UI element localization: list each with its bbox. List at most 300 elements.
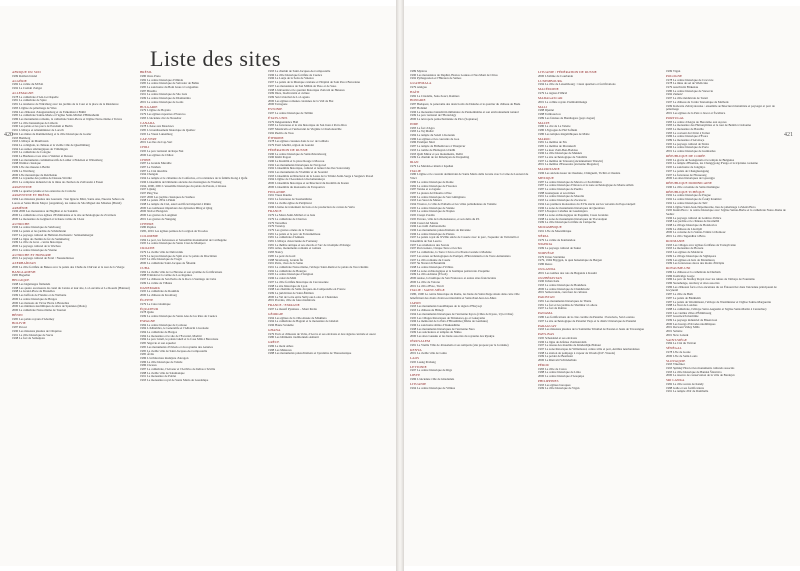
site-entry: 1995 Le Vieux Lunenburg — [140, 131, 173, 136]
site-entry: 1997 Le palais de Changdeokgung — [666, 168, 709, 173]
site-entry: 1998 Le site historique de Lyon — [268, 283, 308, 288]
country-heading: PHILIPPINES — [538, 379, 559, 384]
site-entry: 1980 Les bâtiments traditionnels Ashanti — [268, 335, 319, 340]
site-entry: 1990 Itchan Kala — [538, 279, 560, 284]
site-entry: 1983 Le couvent du Christ à Tomar — [666, 130, 710, 135]
site-entry: 1995 Le centre historique de Sienne — [410, 205, 455, 210]
site-entry: 1994 Chengde — [140, 172, 158, 177]
site-entry: 1999 L'île des musées à Berlin — [12, 165, 50, 170]
country-heading: BOLIVIE — [12, 321, 26, 326]
site-entry: 1987 La cathédrale, l'Alcazar et l'Archivo de Indias à Séville — [140, 367, 216, 372]
site-entry: 1988 Trinidad et la vallée de Los Ingenios — [140, 273, 193, 278]
site-entry: 1991 La cathédrale Notre-Dame, l'abbaye Saint-Remi et le palais de Tau à Reims — [268, 264, 369, 269]
country-heading: LUXEMBOURG — [538, 78, 563, 83]
site-entry: 2000 Les tombeaux impériaux des dynasties Ming et Qing — [140, 205, 213, 210]
site-entry: 1999 Les sanctuaires et temples de Nikko — [410, 330, 462, 335]
site-entry: 1981 Les monuments historiques de Thatta — [538, 299, 592, 304]
country-heading: GRÈCE — [268, 340, 280, 345]
site-entry: 1998 Le village historique de Holašovice — [666, 223, 717, 228]
site-entry: 1991 L'île de Mozambique — [538, 229, 572, 233]
site-entry: 1993 L'ensemble architectural de la Laure de la Trinité-Saint-Serge à Serguiev Posad — [268, 173, 374, 178]
site-entry: 1999 Les beffrois de Flandre et de Wallonie — [12, 293, 67, 298]
site-entry: 2000 Les minières néolithiques de silex de Spiennes (Mons) — [12, 304, 87, 309]
site-entry: 1990 Les palais et les parcs de Potsdam et Berlin — [12, 124, 73, 129]
country-heading: ARGENTINE ET BRÉSIL — [12, 193, 50, 198]
site-entry: 1997 La ville fortifiée historique de Carcassonne — [268, 279, 329, 284]
country-heading: NIGERIA — [538, 242, 553, 247]
site-entry: 1979 Forts et châteaux de Volta, d'Accra et ses environs et des régions centrale et ouest — [268, 331, 376, 336]
site-entry: 1998 Les monuments historiques de l'ancienne Nara — [410, 326, 475, 331]
country-heading: MOZAMBIQUE — [538, 225, 562, 230]
site-entry: 1996 Le monastère bénédictin millénaire de Pannonhalma et son environnement naturel — [410, 109, 519, 114]
site-entry: 1987 Le temple de Brihadisvara à Thanjavur — [410, 144, 466, 149]
site-entry: 1995 Schokland et ses environs — [538, 335, 578, 340]
site-entry: 1994 Vicence, la ville de Palladio et les villas palladiennes de Vénétie — [410, 202, 497, 207]
site-entry: 1997 Le massif Pyrénées – Mont Perdu — [268, 306, 317, 311]
site-entry: 1987 Le Taishan — [140, 165, 161, 169]
site-entry: 1986 Les églises et les couvents de Goa — [410, 136, 460, 141]
site-entry: 2000 Le château de Kronborg — [140, 293, 177, 298]
country-heading: FRANCE / ESPAGNE — [268, 303, 300, 308]
site-entry: 2000 Le Rietveld Schröderhuis — [538, 358, 577, 363]
country-heading: ITALIE — [410, 168, 421, 173]
site-entry: 1986 Les châteaux forts et les enceintes du roi Édouard Ier dans l'ancienne principauté de Gwynedd — [666, 284, 777, 293]
country-heading: AZERBAÏDJAN — [12, 261, 36, 266]
site-entry: 1996 La ligne de défense d'Amsterdam — [538, 339, 587, 344]
site-entry: 1997 La ville médiévale de Toruń — [666, 96, 708, 101]
site-entry: 1982 La ville sacrée de Kandy — [666, 382, 704, 387]
site-entry: 1994 L'église de l'Ascension à Kolomenskoye — [268, 177, 326, 182]
site-entry: 1995 Le sanctuaire de Jongmyo — [666, 165, 706, 170]
site-entry: 1990 Le centre historique de San Gimignano — [410, 194, 466, 199]
site-entry: 1993 La ville historique de Banská Štiavnica — [666, 369, 722, 374]
country-heading: FRANCE — [268, 209, 282, 214]
country-heading: MADAGASCAR — [538, 95, 563, 100]
site-entry: 1996 Le centre historique de Pienza — [410, 231, 455, 236]
site-entry: 1995 Le parc national de Rapa Nui — [140, 149, 184, 153]
country-heading: OUGANDA — [538, 267, 556, 272]
site-entry: 2001 Le centre historique de Vienne — [12, 247, 57, 252]
site-entry: 1997 La forteresse de Hwaseong — [666, 172, 707, 177]
site-entry: 1993 Les églises baroques — [538, 382, 571, 387]
site-entry: 1979 Urnes Stavkirke — [538, 254, 565, 259]
site-entry: 1986 Le parc de Studley Royal avec les ruines de l'abbaye de Fountains — [666, 277, 755, 282]
site-entry: 1998 Le temple du Ciel, autel sacrificiel impérial à Pékin — [140, 202, 211, 207]
country-heading: GÉORGIE — [268, 311, 284, 316]
site-entry: 1996 Castel del Monte — [410, 220, 439, 225]
country-heading: LITUANIE — [410, 381, 427, 386]
site-entry: 1996 Le paysage culturel de Lednice-Valtice — [666, 215, 722, 220]
site-entry: 1987 Hollókő — [410, 105, 428, 110]
site-entry: 1981 La médina de Fès — [538, 140, 567, 145]
country-heading: POLOGNE — [666, 73, 683, 78]
site-entry: 2000 Le centre historique de Chakhrisabz — [538, 286, 590, 291]
site-entry: 1996 La ville historique fortifiée de Cuenca — [268, 72, 323, 77]
site-entry: 1992 Pythagoreion et l'Héraion de Samos — [410, 76, 462, 81]
country-heading: GHANA — [268, 327, 281, 332]
site-entry: 1981 La Vieille Ville de Jérusalem et ses remparts (site proposé par la Jordanie) — [410, 342, 509, 347]
site-entry: 1979 La région d'Ohrid — [538, 91, 567, 96]
site-entry: 1987 La piazza del Duomo à Pise — [410, 190, 452, 195]
country-heading: HAÏTI — [410, 89, 420, 94]
site-entry: 1997 Portovenere, Cinque Terre et les îles — [410, 246, 462, 251]
site-entry: 1994 La collégiale, le château et la vieille ville de Quedlinburg — [12, 142, 90, 147]
site-entry: 1997 Le paysage culturel de Hallstatt-Dachstein / Salzkammergut — [12, 232, 94, 237]
site-entry: 1993 Les Sassi de Matera — [410, 198, 442, 203]
site-entry: 1996 Le Bauhaus et ses sites à Weimar et Dessau — [12, 154, 73, 159]
country-heading: LETTONIE — [410, 364, 427, 369]
country-heading: MEXIQUE — [538, 175, 554, 180]
site-entry: 1994 Les monuments historiques de l'ancienne Kyoto (villes de Kyoto, Uji et Otsu) — [410, 311, 514, 316]
site-entry: 1997 Le fort de Rohtas — [538, 306, 567, 311]
site-entry: 1985 La médina de Marrakech — [538, 143, 576, 148]
site-entry: 2001 La villa Tugendhat à Brno — [666, 234, 706, 239]
site-entry: 1998 La zone archéologique et la basilique patriarcale d'Aquilée — [410, 268, 490, 273]
site-entry: 1991 La forteresse de Suomenlinna — [268, 197, 312, 202]
site-entry: 1978 Les églises creusées dans le roc de Lalibela — [268, 139, 329, 144]
site-entry: 1980 L'hypogée de Hal Saflieni — [538, 127, 578, 132]
country-heading: LAOS — [410, 356, 420, 361]
country-heading: BANGLADESH — [12, 269, 36, 274]
country-heading: ROUMANIE — [666, 239, 685, 244]
site-entry: 1994 La cathédrale de Bagrati et le monastère de Ghelati — [268, 319, 339, 324]
site-entry: 1980 L'église et le couvent dominicain de Santa Maria delle Grazie avec la Cène de Léonard de Vinci — [410, 172, 529, 181]
site-entry: 1986 L'architecture mudéjare d'Aragon — [140, 355, 189, 360]
site-entry: 1999 Vigan — [666, 70, 681, 73]
site-entry: 1980 Ouro Preto — [140, 73, 161, 78]
site-entry: 1987 Le centre historique d'Oaxaca et la zone archéologique de Monte Albán — [538, 183, 634, 188]
site-entry: 1997 Greenwich maritime — [666, 314, 699, 319]
site-entry: 2000 La cathédrale Notre-Dame de Tournai — [12, 307, 66, 312]
site-entry: 1983 Le Taj Mahal — [410, 129, 434, 134]
country-heading: DANEMARK — [140, 285, 160, 290]
site-entry: 1992 Les monuments de Vladimir et de Souzdal — [268, 170, 328, 175]
site-entry: 1994 Les premiers monastères du XVIe siècle sur les versants du Popocatépetl — [538, 201, 636, 206]
site-entry: 1996 Haute Svanétie — [268, 322, 294, 327]
site-entry: 1997 Les monastères de San Millán de Yuso et de Suso — [268, 83, 337, 88]
site-entry: 1994 La ville de Luxembourg : vieux quartiers et fortifications — [538, 82, 616, 87]
country-heading: NÉPAL — [538, 233, 549, 238]
site-entry: 1991 L'abbaye et Altenmünster de Lorsch — [12, 128, 64, 133]
site-entry: 1988 Strasbourg, Grande Île — [268, 257, 303, 262]
site-entry: 1997 Les zones archéologiques de Pompéi, d'Herculanum et de Torre Annunziata — [410, 253, 511, 258]
site-entry: 1980, 1990 Le centre historique de Rome, les biens du Saint-Siège situés dans cette ville bénéficiant des droits d'extra-territorialité et Saint-Paul-hors-les-Murs — [410, 292, 520, 300]
site-entry: 1985 Le centre historique de Salvador de Bahia — [140, 81, 199, 86]
site-entry: 1987 Le palais de Blenheim — [666, 295, 701, 300]
country-heading: ROYAUME-UNI — [666, 266, 691, 271]
site-entry: 1983 L'ancienne cité de Nessebar — [140, 115, 182, 120]
country-heading: MALI — [538, 104, 547, 109]
site-entry: 1993 Le château de Himeji — [410, 308, 444, 313]
country-heading: CHINE — [140, 157, 151, 162]
site-entry: 1979 Versailles — [268, 220, 287, 225]
column-5 — [538, 70, 658, 560]
site-entry: 2000 Les bourgs d'Orcades néolithiques — [666, 321, 716, 326]
site-entry: 1981 La cathédrale de Spire — [12, 98, 47, 103]
site-entry: 1983 Nancy — [268, 250, 284, 255]
site-entry: 1993 Les villages avec églises fortifiées de Transylvanie — [666, 242, 736, 247]
site-entry: 1987 La Cité interdite — [140, 168, 168, 173]
site-entry: 1990 Les missions jésuites de Chiquitos — [12, 328, 62, 333]
site-entry: 1988 La vieille ville de Salamanque — [140, 370, 185, 375]
country-heading: ÉTHIOPIE — [268, 135, 284, 140]
site-entry: 1987 Le ksar d'Aït-Ben-Haddou — [538, 147, 578, 152]
site-entry: 1996 Les monuments paléochrétiens de Ravenne — [410, 227, 471, 232]
site-entry: 1993 Les monuments bouddhiques de la région d'Horyu-ji — [410, 304, 483, 309]
site-entry: 1981 L'abbaye cistercienne de Fontenay — [268, 239, 318, 244]
site-entry: 1999 La Wartburg — [12, 168, 35, 173]
site-entry: 1999 La villa Adriana (Tivoli) — [410, 272, 448, 277]
country-heading: AFRIQUE DU SUD — [12, 70, 41, 75]
site-entry: 1990 Le Kremlin et la place Rouge à Moscou — [268, 158, 325, 163]
site-entry: 1979 Fasil Ghebbi, région de Gondar — [268, 142, 315, 147]
site-entry: 1990 Kizhi Pogost — [268, 155, 292, 160]
site-entry: 1992 Les mines de Rammelsberg et la ville historique de Goslar — [12, 131, 92, 136]
site-entry: 1988 Le centre historique de Lima — [538, 370, 581, 375]
site-entry: 1993 Vlkolínec — [666, 362, 686, 367]
site-entry: 1998 Les chemins de Saint-Jacques-de-Compostelle en France — [268, 287, 346, 292]
site-entry: 1998 La zone archéologique de Paquimé, Casas Grandes — [538, 213, 609, 217]
site-entry: 1993 La tombe de Humayun à Delhi — [410, 147, 456, 152]
country-heading: ARMÉNIE — [12, 205, 28, 210]
site-entry: 1994 Le temple et le cimetière de Confucius, et la résidence de la famille Kong à Qufu — [140, 176, 248, 181]
site-entry: 1988 Tombouctou — [538, 111, 561, 116]
site-entry: 1981 Le théâtre antique et ses abords et l'arc de triomphe d'Orange — [268, 242, 351, 247]
site-entry: 1999 La juridiction de Saint-Émilion — [268, 290, 314, 295]
country-heading: PAKISTAN — [538, 295, 555, 300]
country-heading: AUTRICHE ET HONGRIE — [12, 252, 52, 257]
site-entry: 1995 Luang Prabang — [410, 359, 436, 364]
country-heading: CHILI — [140, 145, 150, 150]
site-entry: 1996 Le centre historique de Salzbourg — [12, 225, 61, 230]
site-entry: 1981 Arles, monuments romains et romans — [268, 246, 322, 251]
site-entry: 1988 Djenné — [538, 108, 554, 113]
site-entry: 1999 Les forteresses daces des monts d'Orăştie — [666, 261, 725, 266]
site-entry: 1984 Les missions jésuites des Guaranis : San Ignacio Mini, Santa Ana, Nuestra Señora de Loreto et Santa María Mayor (Argentine), les ruines de São Miguel das Missões (Brésil) — [12, 197, 125, 205]
site-entry: 1999 La ville de Graz - centre historique — [12, 240, 63, 245]
site-entry: 2000 La ville fortifiée de Bakou avec le palais des Chahs de Chirvan et la tour de la Vierge — [12, 264, 125, 269]
site-entry: 2000 L'île monastique de Reichenau — [12, 172, 58, 177]
country-heading: PARAGUAY — [538, 323, 557, 328]
site-entry: 1997 La ville historique de Trogir — [140, 257, 182, 262]
column-2 — [140, 70, 260, 560]
site-entry: 1980 Røros — [538, 262, 553, 267]
site-entry: 1986 Les monuments romains, la cathédrale Saint-Pierre et l'église Notre-Dame à Trèves — [12, 117, 123, 121]
site-entry: 1999 San Cristóbal de La Laguna — [268, 94, 310, 99]
site-entry: 1996 Les trulli d'Alberobello — [410, 224, 446, 229]
site-entry: 1988 Les Météores — [268, 347, 292, 352]
column-6 — [666, 70, 786, 560]
site-entry: 1995 La cathédrale de Cologne — [12, 150, 51, 155]
site-entry: 1984 Le monastère et le site de l'Escurial, Madrid — [140, 333, 202, 338]
right-page — [404, 6, 800, 566]
site-entry: 1999 Le parc national de l'Hortobágy — [410, 113, 457, 118]
site-entry: 2001 Samarcande, carrefour de cultures — [538, 290, 588, 295]
site-entry: 2001 Les îles du Cap-Vert — [140, 140, 173, 145]
site-entry: 1979 Auschwitz Birkenau — [666, 85, 699, 89]
country-heading: BÉNIN — [12, 312, 23, 317]
site-entry: 2000 La nécropole paléochrétienne de Pécs (Sopianae) — [410, 117, 478, 121]
site-entry: 1997 2000 Les jardins classiques de Suzhou — [140, 194, 195, 199]
country-heading: ÉQUATEUR — [140, 306, 159, 311]
site-entry: 1998 Les quatre ascenseurs du canal du Centre et leur site, La Louvière et Le Roeulx (Hainaut) — [12, 285, 130, 290]
site-entry: 1983 La forteresse et le site historique de San Juan à Porto Rico — [268, 123, 348, 128]
site-entry: 2000 L'île de Saint-Louis — [666, 353, 698, 358]
country-heading: ÉTATS-UNIS — [268, 115, 288, 120]
site-entry: 1987 Potosí — [12, 325, 27, 330]
site-entry: 2001 Les grottes de Yungang — [140, 216, 176, 221]
site-entry: 1999 Le centre historique de Santa Ana de los Ríos de Cuenca — [140, 314, 218, 319]
site-entry: 2000 Les maisons de Victor Horta à Bruxelles — [12, 300, 70, 305]
site-entry: 1979 La vieille ville de Dubrovnik — [140, 250, 183, 255]
site-entry: 2000 Le monastère de Géghard et la haute vallée de l'Azat — [12, 216, 85, 221]
country-heading: CHYPRE — [140, 221, 154, 226]
site-entry: 1982 La vallée du M'Zab — [12, 82, 44, 87]
site-entry: 1979 La vallée de Katmandou — [538, 237, 576, 242]
site-entry: 1979 La cathédrale de Chartres — [268, 216, 307, 221]
site-entry: 2000 La colonne de la Sainte-Trinité à Olomouc — [666, 230, 726, 235]
country-heading: PAYS-BAS — [538, 332, 555, 337]
site-entry: 1992 Le centre historique de Telč — [666, 200, 708, 205]
site-entry: 1998 Le palais d'Été à Pékin — [140, 198, 176, 203]
site-entry: 1985 Ségovie et son aqueduc — [140, 341, 177, 346]
site-entry: 1980 Le centre historique de Rome — [410, 179, 454, 184]
site-entry: 1999 Le paysage culturel de Sukur — [538, 246, 582, 251]
site-entry: 1988 Galle et ses fortifications — [666, 385, 704, 390]
site-entry: 1992 Le centre historique de Český Krumlov — [666, 197, 722, 202]
site-entry: 2000 Les églises romanes catalanes de la Vall de Boí — [268, 98, 334, 103]
site-entry: 1979 Le Meidan-e imam à Ispahan — [410, 163, 454, 168]
site-entry: 1978 La mine de sel de Wieliczka — [666, 81, 708, 86]
site-entry: 1997 Le site archéologique de Panamá Viejo et le district historique de Panamá — [538, 318, 637, 323]
site-entry: 1993 Les églises de Moldavie — [666, 250, 703, 255]
site-entry: 1991 Le centre historique de Morelia — [538, 194, 584, 199]
site-entry: 2001 La villa d'Este, Tivoli — [410, 283, 444, 288]
site-entry: 1986 Fatehpur Sikri — [410, 140, 435, 145]
column-4 — [410, 70, 530, 560]
site-entry: 1999 Robben Island — [12, 73, 37, 78]
site-entry: 1984 La Cité du Vatican — [666, 341, 697, 346]
site-entry: 2001 Les églises de la Paix à Jawor et Świdnica — [666, 110, 726, 115]
site-entry: 1983 Le centre d'Angra do Heroísmo aux Açores — [666, 119, 727, 124]
site-entry: 1979 Le Mont-Saint-Michel et sa baie — [268, 213, 316, 218]
site-entry: 2000 Tarragone — [268, 102, 288, 107]
site-entry: 1993 Bamberg — [12, 135, 31, 140]
country-heading: FÉDÉRATION DE RUSSIE — [268, 147, 308, 152]
site-entry: 1997 Le réseau des moulins de Kinderdijk-Elshout — [538, 343, 601, 348]
site-entry: 1999 Les églises en bois de Maramureş — [666, 257, 715, 262]
site-entry: 1992 Pueblo de Taos — [268, 130, 294, 135]
site-entry: 1993 Qutb Minar et ses monuments, Delhi — [410, 151, 463, 156]
site-entry: 1981 Le palais et le parc de Fontainebleau — [268, 231, 321, 236]
site-entry: 1999 Kalwaria Zebrzydowska : ensemble architectural maniériste et paysager et parc de pèlerinage — [666, 103, 775, 112]
country-heading: BRÉSIL — [140, 70, 152, 75]
country-heading: MALTE — [538, 120, 550, 125]
country-heading: NORVÈGE — [538, 251, 555, 256]
country-heading: RÉPUBLIQUE TCHÈQUE — [666, 189, 705, 194]
site-entry: 1990 Les monastères de Daphni, Hosios Loukas et Nea Moni de Chios — [410, 72, 498, 77]
country-heading: RÉPUBLIQUE DE CORÉE — [666, 154, 706, 159]
country-heading: HONGRIE — [410, 98, 426, 103]
country-heading: LIBYE — [410, 373, 421, 378]
site-entry: 1980 Les fortifications de la côte caraïbe du Panama : Portobelo, San Lorenzo — [538, 315, 635, 320]
site-entry: 1992 L'ensemble historique, culturel et naturel des îles Solovetsky — [268, 166, 351, 171]
site-entry: 1985 Bagerhat — [12, 273, 31, 278]
country-heading: SÉNÉGAL — [666, 346, 682, 351]
site-entry: 1982 La Citadelle, Sans-Souci, Ramiers — [410, 93, 460, 98]
site-entry: 1984 Le port, les forteresses et l'ensemble monumental de Carthagène — [140, 237, 227, 242]
site-entry: 1993 Le chemin de Saint-Jacques-de-Compostelle — [268, 70, 331, 73]
site-entry: 1985 La vieille ville de Saint-Jacques-de-Compostelle — [140, 348, 208, 353]
country-heading: JÉRUSALEM — [410, 338, 431, 343]
site-entry: 1990 La ville coloniale de Saint-Domingue — [666, 184, 720, 189]
country-heading: BELGIQUE — [12, 278, 30, 283]
site-entry: 1996 L'usine de traitement du bois et de production de carton de Verla — [268, 204, 355, 209]
country-heading: AUTRICHE — [12, 221, 30, 226]
site-entry: 1984 La cathédrale de Burgos — [140, 330, 178, 335]
site-entry: 1985 Le pont du Gard — [268, 253, 296, 258]
site-entry: 1992 Zamość — [666, 92, 683, 97]
site-entry: 1991 Vieux Rauma — [268, 193, 292, 198]
site-entry: 1991 Paris, rives de la Seine — [268, 261, 304, 266]
site-entry: 2001 Le complexe industriel de la mine de charbon de Zollverein à Essen — [12, 179, 104, 184]
site-entry: 1998 La ligne de chemin de fer de Semmering — [12, 236, 70, 241]
site-entry: 1997 Lijiang — [140, 187, 156, 192]
site-entry: 1986 Cáceres — [140, 363, 157, 368]
site-entry: 1996 Le mémorial de la Paix d'Hiroshima (Dôme de Genbaku) — [410, 319, 488, 324]
site-entry: 1993 Spišský Hrad et les monuments culturels associés — [666, 366, 735, 371]
site-entry: 1991 La ville historique de Sucre — [12, 332, 54, 337]
site-entry: 1995 La grotte de Seokguram et le temple de Bulguksa — [666, 157, 735, 162]
country-heading: SLOVAQUIE — [666, 358, 686, 363]
site-entry: 1997 Le centre historique de Riga — [410, 368, 453, 373]
site-entry: 1981 Le fort et les jardins de Shalimar à Lahore — [538, 302, 598, 307]
site-entry: 1998 Weimar classique — [12, 161, 41, 166]
site-entry: 2001 Saltaire — [666, 329, 683, 334]
country-heading: ALGÉRIE — [12, 78, 27, 83]
site-entry: 2000 La réserve de conservation de la ville de Bardejov — [666, 373, 735, 378]
site-entry: 1986 Le château et la cathédrale de Durham — [666, 269, 721, 274]
site-entry: 1997 Le centre historique de Tallinn — [268, 110, 313, 115]
site-entry: 2000 Le royaume des jardins de Dessau-Wörlitz — [12, 176, 72, 181]
site-entry: 1995 Les villages historiques de Shirakawa-go et Gokayama — [410, 315, 486, 320]
country-heading: CAP-VERT — [140, 136, 157, 141]
site-entry: 2000 Les sites historiques de Gyeongju — [666, 176, 715, 181]
site-entry: 1985 L'arrondissement historique de Québec — [140, 128, 196, 133]
country-heading: ESTONIE — [268, 107, 283, 112]
site-entry: 1995 Crespi d'Adda — [410, 213, 435, 218]
site-entry: 1996 Les monuments commémoratifs de Luther à Eisleben et Wittenberg — [12, 157, 103, 162]
site-entry: 1978 L'île de Gorée — [666, 350, 691, 355]
left-page — [0, 6, 396, 566]
country-heading: MAURITANIE — [538, 167, 560, 172]
site-entry: 1991 Le monastère de Poblet — [140, 374, 177, 379]
site-entry: 1996 Les anciens ksour de Ouadane, Chinguetti, Tichitt et Oualata — [538, 171, 621, 176]
site-entry: 1998 La station de pompage à vapeur de Wouda (D.F. Wouda) — [538, 350, 615, 355]
site-entry: 1995 Le centre historique de Naples — [410, 209, 455, 214]
site-entry: 1997 Le château de San Pedro de la Roca à Santiago de Cuba — [140, 277, 217, 282]
site-entry: 1985 Les palais royaux d'Abomey — [12, 316, 55, 321]
country-heading: SRI LANKA — [666, 378, 685, 383]
site-entry: 2000 La ville de Vérone — [410, 279, 441, 284]
site-entry: 2001 Le centre historique de Guimarães — [666, 149, 716, 154]
site-entry: 1989 Les falaises de Bandiagara (pays dogon) — [538, 115, 596, 120]
site-entry: 1999 Ibiza, biodiversité et culture — [268, 91, 310, 96]
country-heading: LITUANIE / FÉDÉRATION DE RUSSIE — [538, 70, 597, 75]
country-heading: ALLEMAGNE — [12, 91, 34, 96]
site-entry: 1999 Le chemin de fer himalayen de Darjeeling — [410, 155, 470, 160]
site-entry: 1984 Les châteaux d'Augustusburg et de Falkenlust à Brühl — [12, 109, 86, 114]
